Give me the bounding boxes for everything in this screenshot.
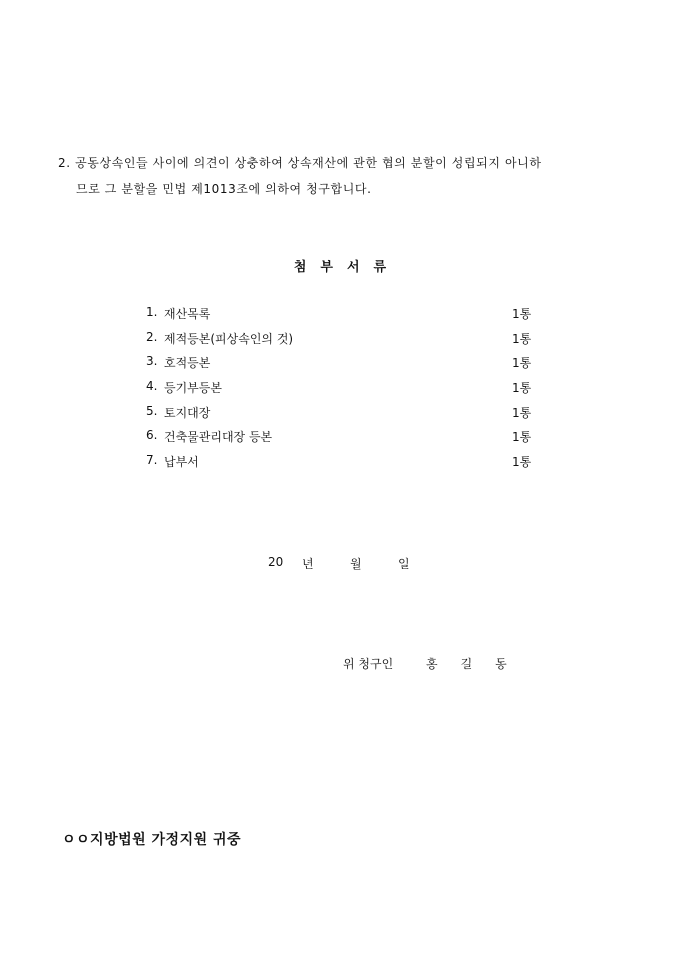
attachment-name: 제적등본(피상속인의 것): [164, 331, 294, 346]
attachment-number: 1.: [146, 305, 158, 319]
attachment-number: 7.: [146, 453, 158, 468]
attachment-item: [146, 379, 536, 404]
attachment-number: 3.: [146, 354, 158, 369]
attachment-item: [146, 330, 536, 355]
attachment-number: 5.: [146, 403, 158, 418]
attachment-item: [146, 404, 536, 429]
reason-text-line-2: 므로 그 분할을 민법 제1013조에 의하여 청구합니다.: [76, 182, 372, 196]
attachment-name: 건축물관리대장 등본: [164, 430, 273, 445]
attachment-quantity: 1통: [512, 381, 532, 396]
attachment-quantity: 1통: [512, 455, 532, 470]
signature-name: 홍길동: [426, 657, 530, 671]
attachments-title: 첨부서류: [293, 260, 401, 275]
attachment-quantity: 1통: [512, 331, 532, 346]
attachment-number: 6.: [146, 428, 158, 443]
attachment-number: 2.: [146, 329, 158, 344]
attachment-quantity: 1통: [512, 405, 532, 420]
date-day-unit: 일: [398, 557, 410, 571]
court-addressee: ㅇㅇ지방법원 가정지원 귀중: [62, 832, 242, 848]
attachment-name: 재산목록: [164, 307, 211, 321]
attachment-number: 4.: [146, 379, 158, 394]
attachment-item: [146, 354, 536, 379]
attachment-name: 토지대장: [164, 405, 211, 420]
attachment-name: 호적등본: [164, 356, 211, 371]
date-month-unit: 월: [350, 557, 362, 571]
attachment-name: 납부서: [164, 455, 199, 470]
attachment-item: [146, 428, 536, 453]
attachment-name: 등기부등본: [164, 381, 222, 396]
date-year-unit: 년: [302, 557, 314, 571]
attachment-item: [146, 305, 536, 330]
attachment-quantity: 1통: [512, 307, 532, 321]
attachment-quantity: 1통: [512, 430, 532, 445]
reason-text-line-1: 2. 공동상속인들 사이에 의견이 상충하여 상속재산에 관한 협의 분할이 성립되지 아니하: [58, 156, 542, 170]
attachment-quantity: 1통: [512, 356, 532, 371]
date-year: 20: [268, 555, 284, 569]
attachment-item: [146, 453, 536, 478]
attachments-list: [146, 305, 536, 478]
signature-role: 위 청구인: [343, 657, 394, 671]
